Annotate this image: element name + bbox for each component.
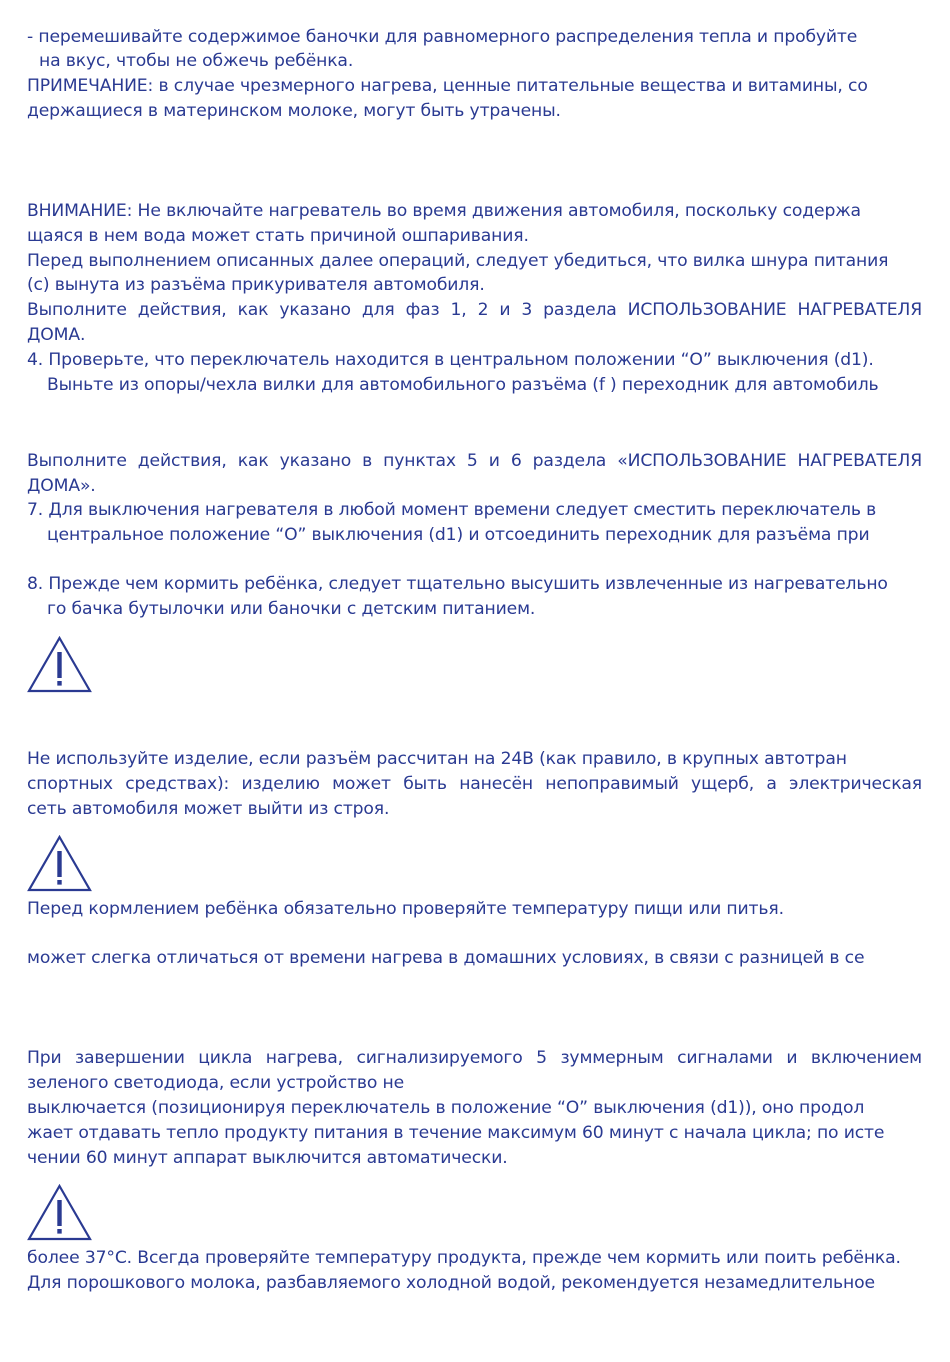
text-line: При завершении цикла нагрева, сигнализируемого 5 зуммерным сигналами и включением — [27, 1048, 922, 1068]
text-line: - перемешивайте содержимое баночки для равномерного распределения тепла и пробуйте — [27, 27, 858, 47]
list-item: 4. Проверьте, что переключатель находится в центральном положении “О” выключения (d1). — [27, 350, 874, 370]
warning-triangle-icon — [27, 1184, 92, 1241]
text-line: (c) вынута из разъёма прикуривателя автомобиля. — [27, 275, 485, 295]
text-line: более 37°C. Всегда проверяйте температуру продукта, прежде чем кормить или поить ребёнка. — [27, 1248, 901, 1268]
text-line: зеленого светодиода, если устройство не — [27, 1073, 405, 1093]
text-line: Для порошкового молока, разбавляемого холодной водой, рекомендуется незамедлительное — [27, 1273, 875, 1293]
text-line: ПРИМЕЧАНИЕ: в случае чрезмерного нагрева, ценные питательные вещества и витамины, со — [27, 76, 868, 96]
text-line: Не используйте изделие, если разъём рассчитан на 24В (как правило, в крупных автотран — [27, 749, 847, 769]
list-item: 8. Прежде чем кормить ребёнка, следует тщательно высушить извлеченные из нагревательно — [27, 574, 888, 594]
text-line: щаяся в нем вода может стать причиной ошпаривания. — [27, 226, 529, 246]
list-item: 7. Для выключения нагревателя в любой момент времени следует сместить переключатель в — [27, 500, 877, 520]
text-line: держащиеся в материнском молоке, могут быть утрачены. — [27, 101, 561, 121]
text-line: ДОМА. — [27, 325, 86, 345]
text-line: выключается (позиционируя переключатель в положение “О” выключения (d1)), оно продол — [27, 1098, 865, 1118]
text-line: жает отдавать тепло продукту питания в течение максимум 60 минут с начала цикла; по исте — [27, 1123, 885, 1143]
text-line: сеть автомобиля может выйти из строя. — [27, 799, 390, 819]
text-line: на вкус, чтобы не обжечь ребёнка. — [39, 51, 354, 71]
text-line: ДОМА». — [27, 476, 96, 496]
text-line: Выполните действия, как указано в пунктах 5 и 6 раздела «ИСПОЛЬЗОВАНИЕ НАГРЕВАТЕЛЯ — [27, 451, 922, 471]
text-line: спортных средствах): изделию может быть нанесён непоправимый ущерб, а электрическая — [27, 774, 922, 794]
text-line: центральное положение “О” выключения (d1) и отсоединить переходник для разъёма при — [47, 525, 870, 545]
text-line: может слегка отличаться от времени нагрева в домашних условиях, в связи с разницей в се — [27, 948, 865, 968]
warning-triangle-icon — [27, 636, 92, 693]
text-line: Выньте из опоры/чехла вилки для автомобильного разъёма (f ) переходник для автомобиль — [47, 375, 879, 395]
text-line: го бачка бутылочки или баночки с детским питанием. — [47, 599, 536, 619]
warning-triangle-icon — [27, 835, 92, 892]
text-line: чении 60 минут аппарат выключится автоматически. — [27, 1148, 508, 1168]
text-line: Выполните действия, как указано для фаз 1, 2 и 3 раздела ИСПОЛЬЗОВАНИЕ НАГРЕВАТЕЛЯ — [27, 300, 922, 320]
text-line: Перед кормлением ребёнка обязательно проверяйте температуру пищи или питья. — [27, 899, 784, 919]
text-line: ВНИМАНИЕ: Не включайте нагреватель во время движения автомобиля, поскольку содержа — [27, 201, 861, 221]
text-line: Перед выполнением описанных далее операций, следует убедиться, что вилка шнура питания — [27, 251, 889, 271]
